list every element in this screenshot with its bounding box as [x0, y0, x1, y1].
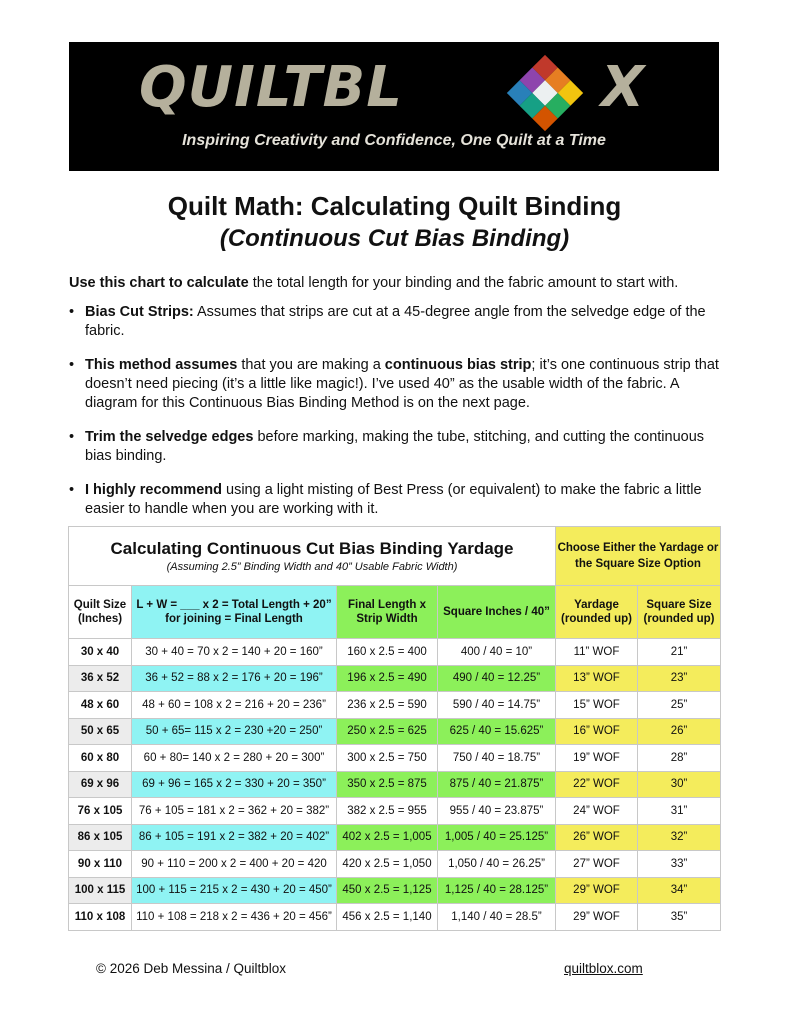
- bullet-bold: I highly recommend: [85, 482, 222, 498]
- cell-final-length: 450 x 2.5 = 1,125: [337, 877, 438, 904]
- logo-wordmark: QUILTBL: [139, 55, 403, 120]
- table-title: Calculating Continuous Cut Bias Binding Yardage: [110, 539, 514, 558]
- column-header-square-inches: Square Inches / 40”: [438, 586, 556, 639]
- logo-wordmark-end: X: [601, 55, 645, 120]
- list-item: [69, 356, 719, 413]
- column-header-square-size: Square Size (rounded up): [638, 586, 721, 639]
- cell-final-length: 402 x 2.5 = 1,005: [337, 824, 438, 851]
- page-subtitle: (Continuous Cut Bias Binding): [219, 225, 570, 252]
- cell-square-size: 26”: [638, 718, 721, 745]
- cell-quilt-size: 76 x 105: [69, 798, 132, 825]
- cell-square-inches: 1,050 / 40 = 26.25”: [438, 851, 556, 878]
- bullet-bold: continuous bias strip: [384, 357, 532, 373]
- cell-formula: 90 + 110 = 200 x 2 = 400 + 20 = 420: [132, 851, 337, 878]
- intro-text: the total length for your binding and the fabric amount to start with.: [248, 275, 679, 291]
- table-row: [69, 692, 721, 719]
- cell-formula: 48 + 60 = 108 x 2 = 216 + 20 = 236”: [132, 692, 337, 719]
- bullet-text: Assumes that strips are cut at a 45-degree angle from the selvedge edge of the fabric.: [85, 304, 706, 339]
- cell-quilt-size: 60 x 80: [69, 745, 132, 772]
- cell-formula: 100 + 115 = 215 x 2 = 430 + 20 = 450”: [132, 877, 337, 904]
- cell-yardage: 13” WOF: [556, 665, 638, 692]
- column-header-yardage: Yardage (rounded up): [556, 586, 638, 639]
- cell-square-size: 32”: [638, 824, 721, 851]
- cell-final-length: 382 x 2.5 = 955: [337, 798, 438, 825]
- tagline: Inspiring Creativity and Confidence, One Quilt at a Time: [182, 132, 606, 149]
- bullet-text: using a light misting of Best Press (or equivalent) to make the fabric a little easier to handle when you are working with it.: [85, 482, 702, 517]
- table-row: [69, 824, 721, 851]
- cell-square-inches: 1,140 / 40 = 28.5”: [438, 904, 556, 931]
- cell-final-length: 350 x 2.5 = 875: [337, 771, 438, 798]
- cell-yardage: 19” WOF: [556, 745, 638, 772]
- website-link[interactable]: quiltblox.com: [564, 961, 643, 976]
- table-row: [69, 851, 721, 878]
- cell-square-size: 35”: [638, 904, 721, 931]
- bullet-bold: Bias Cut Strips:: [85, 304, 194, 320]
- cell-square-inches: 590 / 40 = 14.75”: [438, 692, 556, 719]
- cell-square-size: 30”: [638, 771, 721, 798]
- cell-square-size: 25”: [638, 692, 721, 719]
- cell-quilt-size: 100 x 115: [69, 877, 132, 904]
- cell-yardage: 26” WOF: [556, 824, 638, 851]
- page-title: Quilt Math: Calculating Quilt Binding: [167, 191, 622, 221]
- table-row: [69, 745, 721, 772]
- table-subtitle: (Assuming 2.5” Binding Width and 40” Usable Fabric Width): [166, 561, 458, 573]
- bullet-bold: This method assumes: [85, 357, 238, 373]
- cell-square-inches: 400 / 40 = 10”: [438, 639, 556, 666]
- cell-quilt-size: 30 x 40: [69, 639, 132, 666]
- cell-formula: 110 + 108 = 218 x 2 = 436 + 20 = 456”: [132, 904, 337, 931]
- table-row: [69, 877, 721, 904]
- cell-quilt-size: 48 x 60: [69, 692, 132, 719]
- table-row: [69, 904, 721, 931]
- column-header-final-length: Final Length x Strip Width: [337, 586, 438, 639]
- choose-option-header: Choose Either the Yardage or the Square Size Option: [556, 527, 721, 586]
- cell-yardage: 22” WOF: [556, 771, 638, 798]
- instruction-list: [69, 303, 719, 534]
- table-row: [69, 718, 721, 745]
- cell-square-inches: 1,005 / 40 = 25.125”: [438, 824, 556, 851]
- cell-formula: 50 + 65= 115 x 2 = 230 +20 = 250”: [132, 718, 337, 745]
- bullet-text: ; it’s one continuous strip that doesn’t need piecing (it’s a little like magic!). I’ve used 40” as the usable width of the fabric. A diagram for this Continuous Bias Binding Method is on the next page.: [85, 357, 719, 411]
- cell-yardage: 15” WOF: [556, 692, 638, 719]
- cell-yardage: 16” WOF: [556, 718, 638, 745]
- table-title-cell: [69, 527, 556, 586]
- cell-quilt-size: 50 x 65: [69, 718, 132, 745]
- quilt-block-logo-icon: [505, 53, 585, 133]
- cell-square-size: 28”: [638, 745, 721, 772]
- table-row: [69, 771, 721, 798]
- cell-quilt-size: 86 x 105: [69, 824, 132, 851]
- cell-square-inches: 750 / 40 = 18.75”: [438, 745, 556, 772]
- cell-yardage: 24” WOF: [556, 798, 638, 825]
- header-banner: [69, 42, 719, 171]
- cell-square-size: 34”: [638, 877, 721, 904]
- cell-square-inches: 1,125 / 40 = 28.125”: [438, 877, 556, 904]
- table-row: [69, 665, 721, 692]
- intro-paragraph: [69, 274, 719, 293]
- cell-formula: 60 + 80= 140 x 2 = 280 + 20 = 300”: [132, 745, 337, 772]
- cell-square-size: 23”: [638, 665, 721, 692]
- cell-formula: 76 + 105 = 181 x 2 = 362 + 20 = 382”: [132, 798, 337, 825]
- cell-formula: 69 + 96 = 165 x 2 = 330 + 20 = 350”: [132, 771, 337, 798]
- cell-quilt-size: 90 x 110: [69, 851, 132, 878]
- table-row: [69, 639, 721, 666]
- cell-final-length: 160 x 2.5 = 400: [337, 639, 438, 666]
- intro-bold: Use this chart to calculate: [69, 275, 249, 291]
- cell-yardage: 29” WOF: [556, 904, 638, 931]
- binding-yardage-table: [68, 526, 721, 931]
- copyright: © 2026 Deb Messina / Quiltblox: [96, 961, 287, 976]
- cell-formula: 30 + 40 = 70 x 2 = 140 + 20 = 160”: [132, 639, 337, 666]
- cell-quilt-size: 36 x 52: [69, 665, 132, 692]
- cell-final-length: 196 x 2.5 = 490: [337, 665, 438, 692]
- cell-final-length: 420 x 2.5 = 1,050: [337, 851, 438, 878]
- cell-formula: 86 + 105 = 191 x 2 = 382 + 20 = 402”: [132, 824, 337, 851]
- cell-final-length: 456 x 2.5 = 1,140: [337, 904, 438, 931]
- cell-square-inches: 625 / 40 = 15.625”: [438, 718, 556, 745]
- cell-square-inches: 490 / 40 = 12.25”: [438, 665, 556, 692]
- cell-quilt-size: 69 x 96: [69, 771, 132, 798]
- cell-final-length: 250 x 2.5 = 625: [337, 718, 438, 745]
- list-item: [69, 428, 719, 466]
- cell-yardage: 27” WOF: [556, 851, 638, 878]
- cell-square-size: 21”: [638, 639, 721, 666]
- cell-final-length: 236 x 2.5 = 590: [337, 692, 438, 719]
- cell-square-size: 33”: [638, 851, 721, 878]
- column-header-formula: L + W = ___ x 2 = Total Length + 20” for joining = Final Length: [132, 586, 337, 639]
- cell-final-length: 300 x 2.5 = 750: [337, 745, 438, 772]
- cell-yardage: 29” WOF: [556, 877, 638, 904]
- cell-quilt-size: 110 x 108: [69, 904, 132, 931]
- cell-yardage: 11” WOF: [556, 639, 638, 666]
- cell-square-size: 31”: [638, 798, 721, 825]
- cell-formula: 36 + 52 = 88 x 2 = 176 + 20 = 196”: [132, 665, 337, 692]
- cell-square-inches: 875 / 40 = 21.875”: [438, 771, 556, 798]
- bullet-text: before marking, making the tube, stitching, and cutting the continuous bias binding.: [85, 429, 705, 464]
- table-row: [69, 798, 721, 825]
- bullet-bold: Trim the selvedge edges: [85, 429, 254, 445]
- column-header-size: Quilt Size (Inches): [69, 586, 132, 639]
- list-item: [69, 303, 719, 341]
- bullet-text: that you are making a: [237, 357, 385, 373]
- list-item: [69, 481, 719, 519]
- cell-square-inches: 955 / 40 = 23.875”: [438, 798, 556, 825]
